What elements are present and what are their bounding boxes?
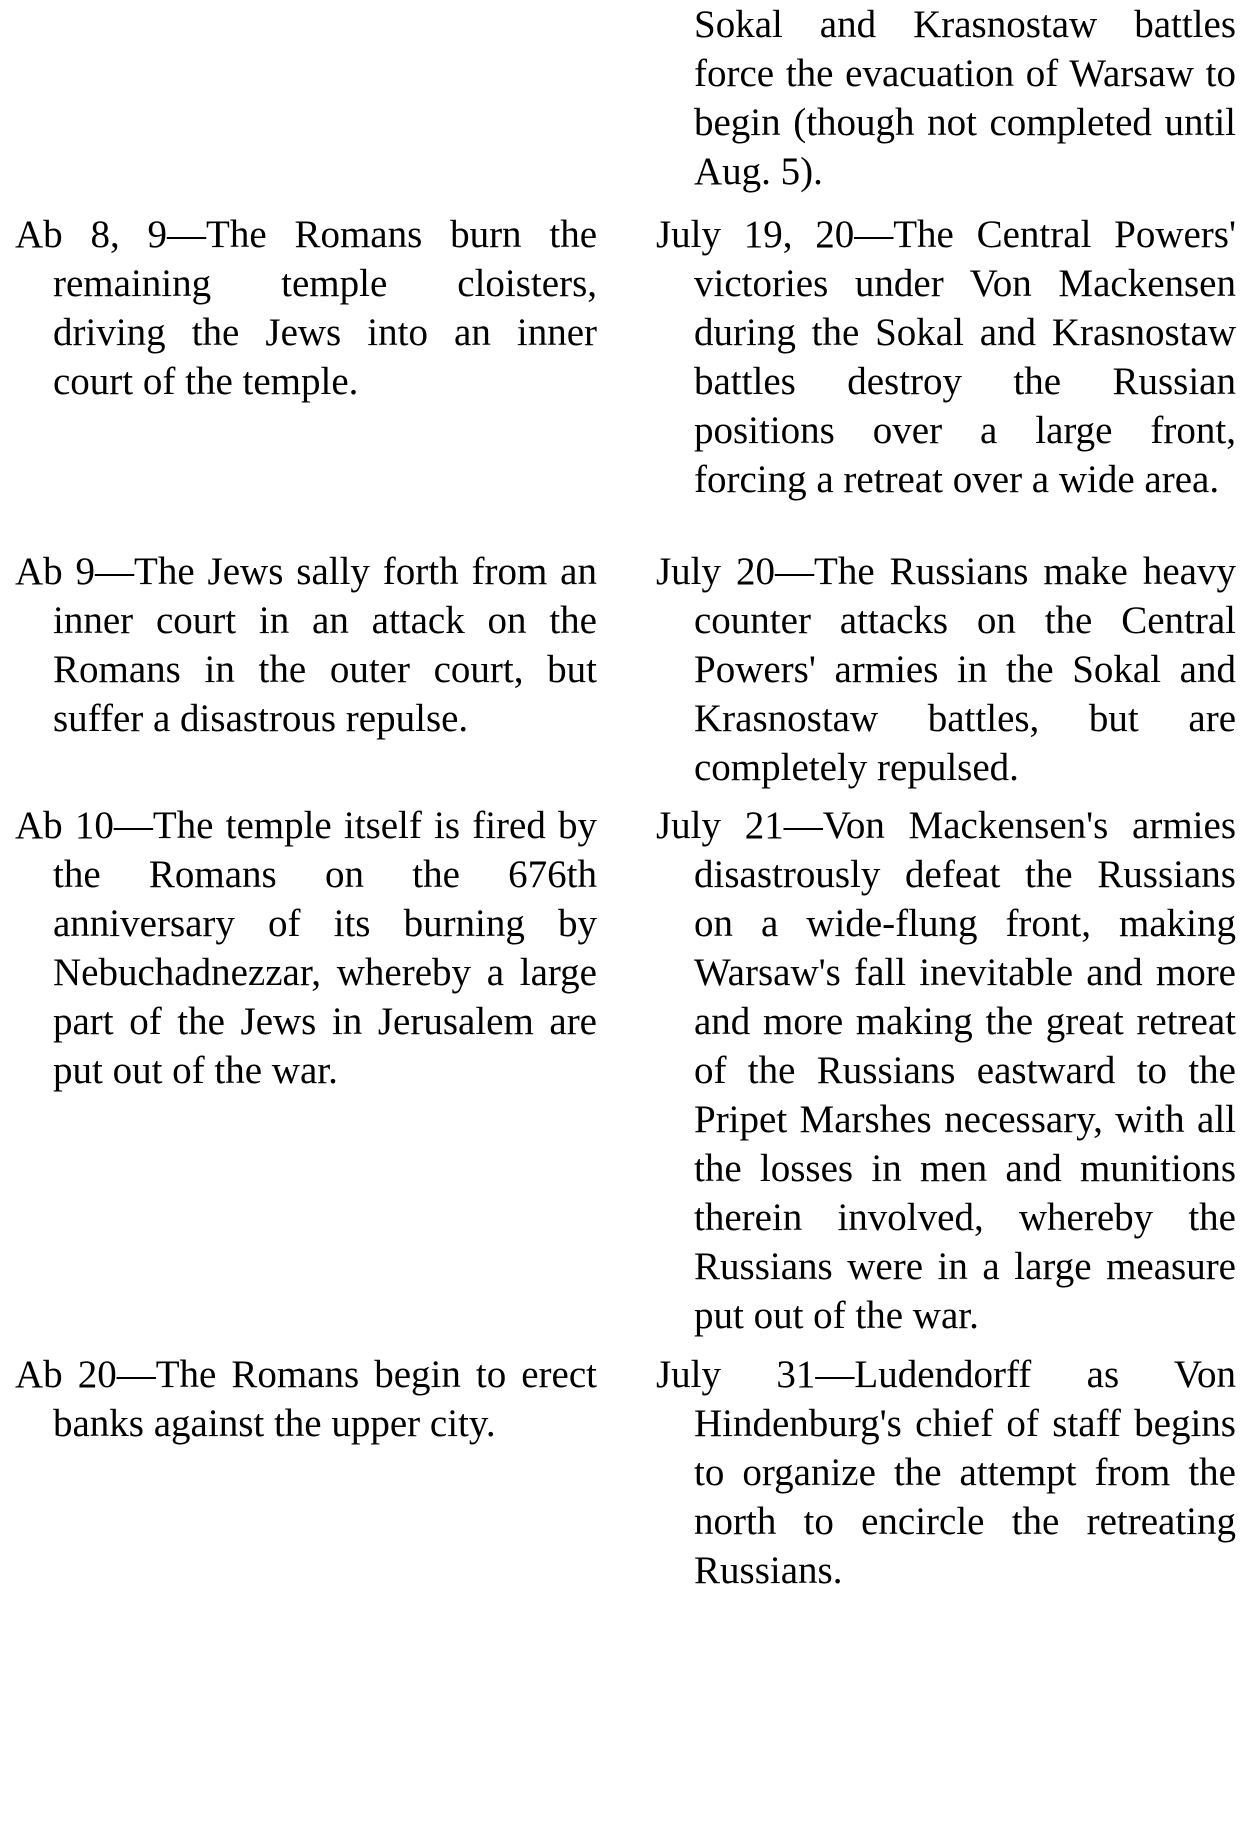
left-column-entry: Ab 20—The Romans begin to erect banks against the upper city. bbox=[15, 1353, 597, 1445]
right-column-entry: July 31—Ludendorff as Von Hindenburg's chief of staff begins to organize the attempt from the north to encircle the retreating Russians. bbox=[656, 1353, 1236, 1592]
left-column-entry: Ab 10—The temple itself is fired by the Romans on the 676th anniversary of its burning by Nebuchadnezzar, whereby a large part of the Jews in Jerusalem are put out of the war. bbox=[15, 804, 597, 1092]
right-column-entry: July 19, 20—The Central Powers' victories under Von Mackensen during the Sokal and Krasnostaw battles destroy the Russian positions over a large front, forcing a retreat over a wide area. bbox=[656, 213, 1236, 501]
left-column-entry: Ab 9—The Jews sally forth from an inner court in an attack on the Romans in the outer court, but suffer a disastrous repulse. bbox=[15, 550, 597, 740]
right-column-entry: July 21—Von Mackensen's armies disastrously defeat the Russians on a wide-flung front, making Warsaw's fall inevitable and more and more making the great retreat of the Russians eastward to the Pripet Marshes necessary, with all the losses in men and munitions therein involved, whereby the Russians were in a large measure put out of the war. bbox=[656, 804, 1236, 1337]
right-column-entry: Sokal and Krasnostaw battles force the evacuation of Warsaw to begin (though not completed until Aug. 5). bbox=[694, 3, 1236, 193]
right-column-entry: July 20—The Russians make heavy counter attacks on the Central Powers' armies in the Sokal and Krasnostaw battles, but are completely repulsed. bbox=[656, 550, 1236, 789]
left-column-entry: Ab 8, 9—The Romans burn the remaining temple cloisters, driving the Jews into an inner court of the temple. bbox=[15, 213, 597, 403]
